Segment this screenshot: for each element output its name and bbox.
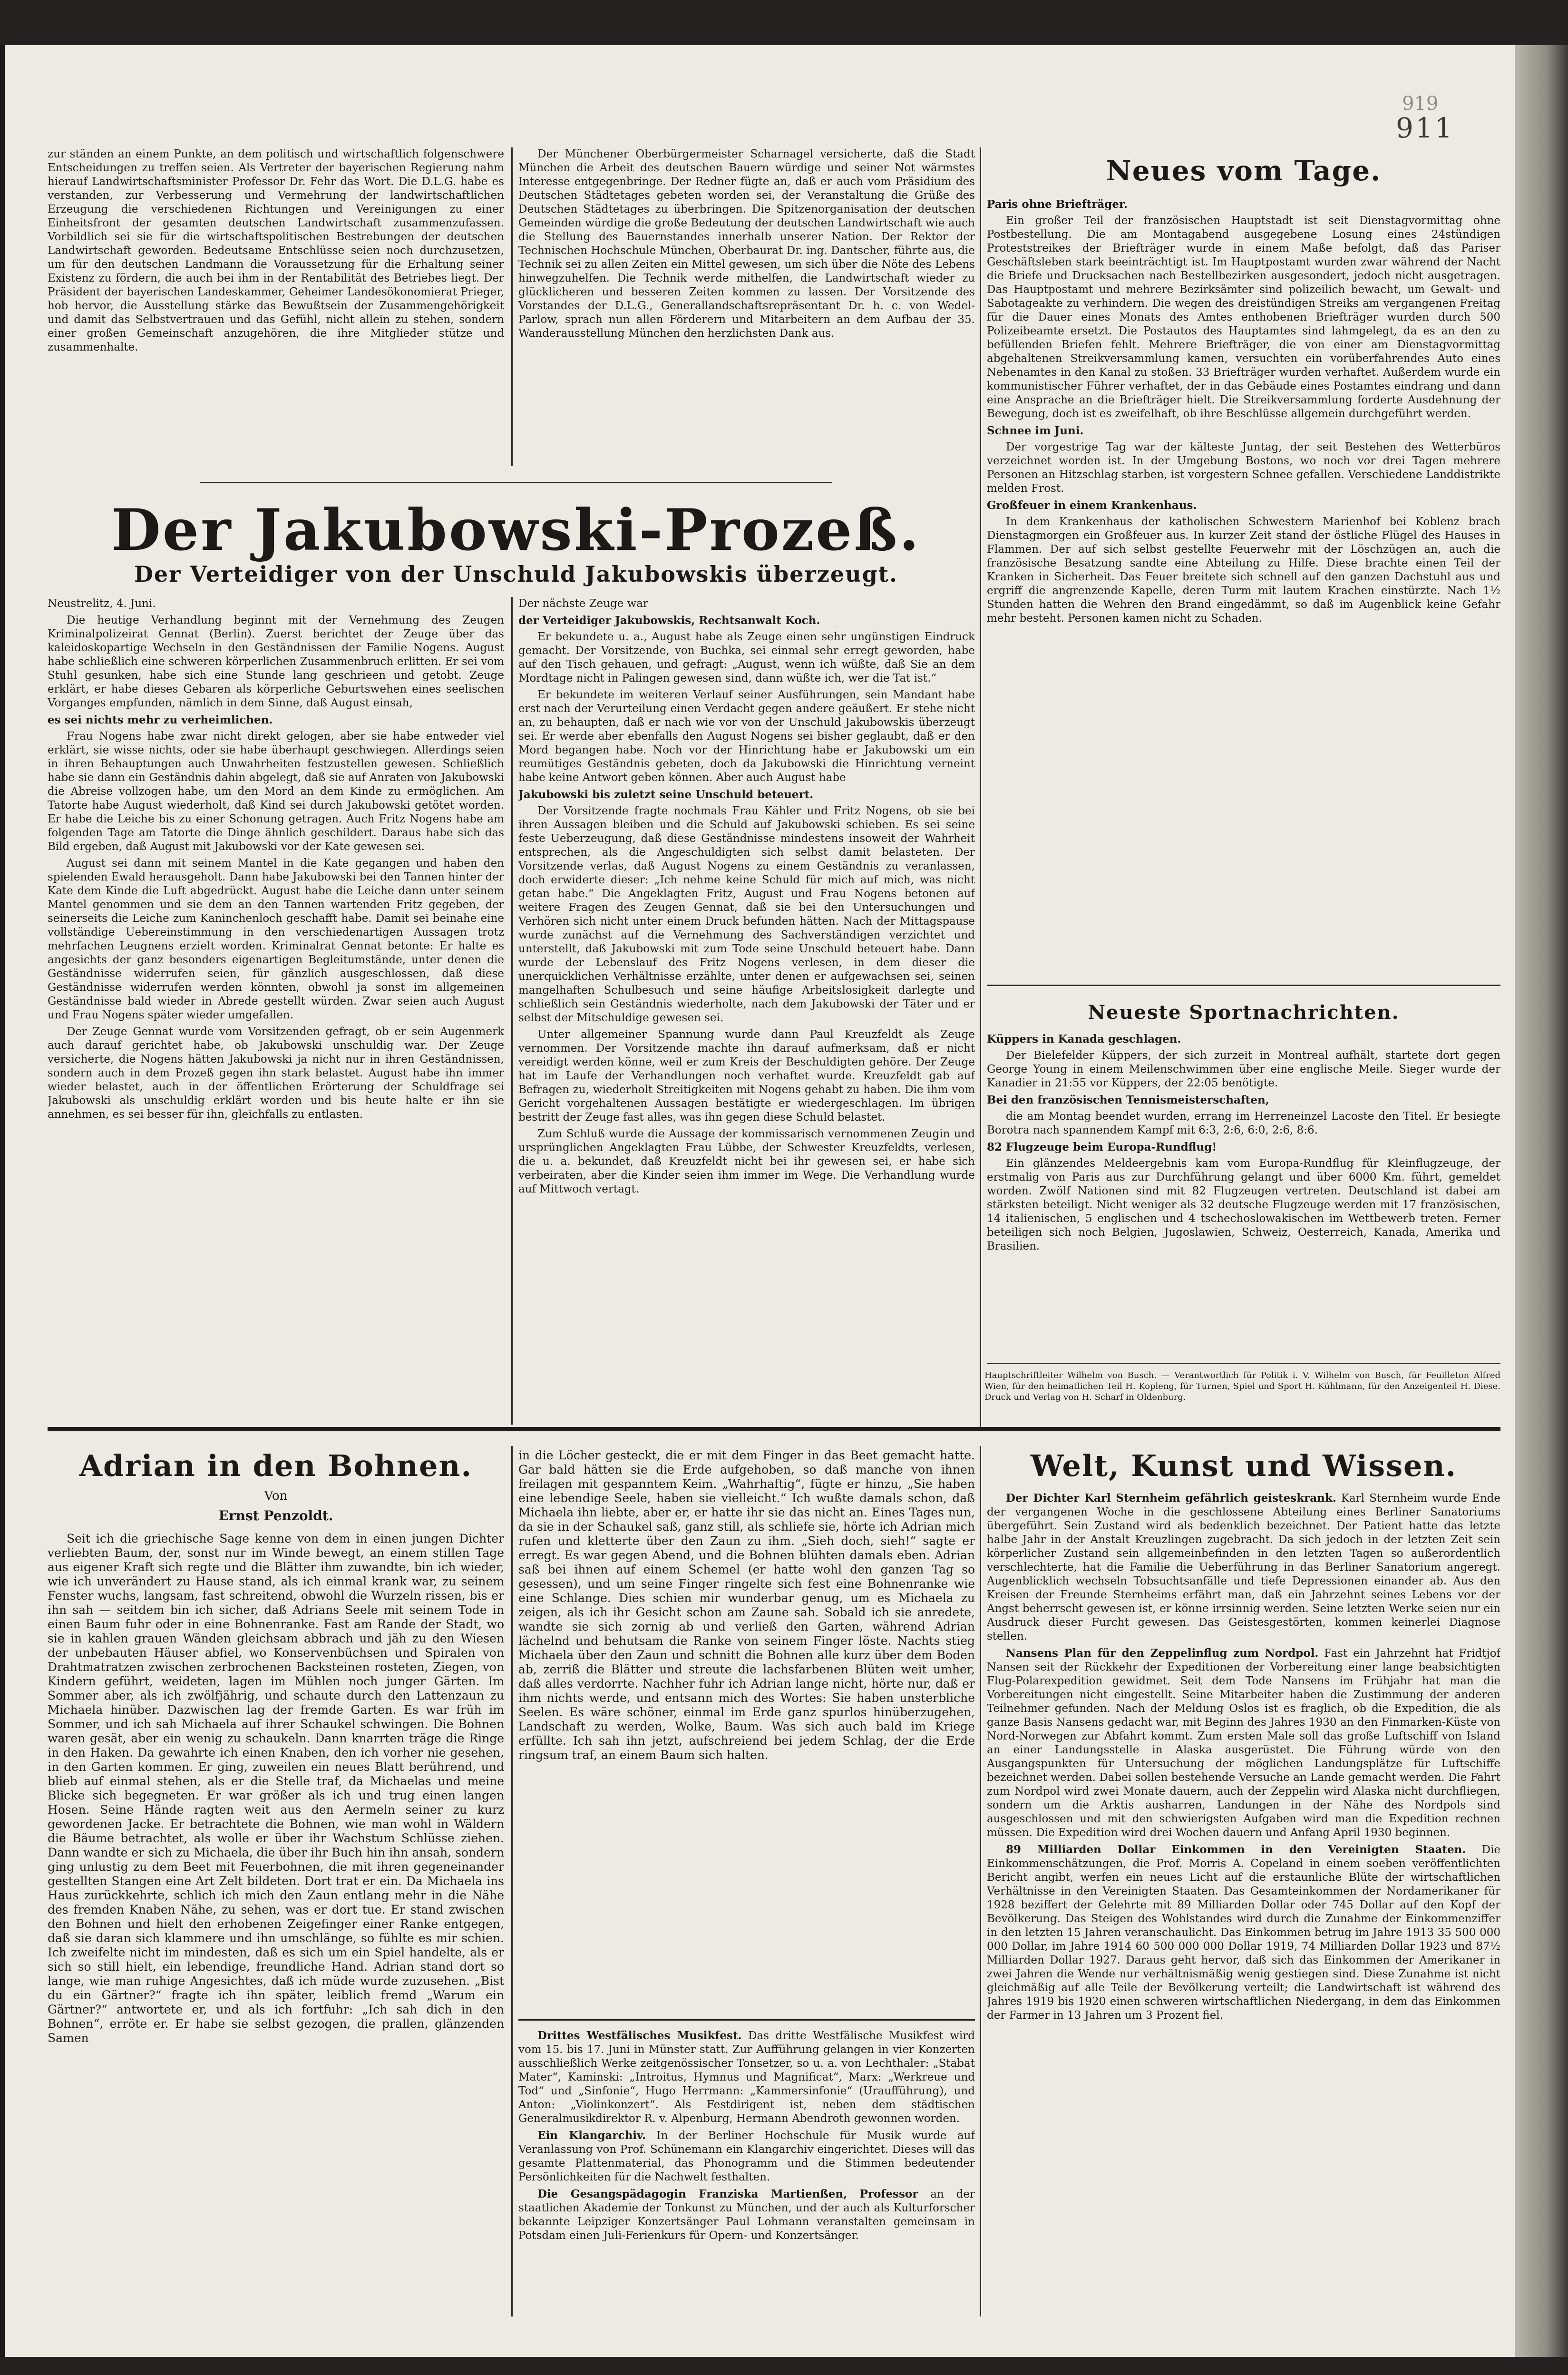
sport-subheading: Bei den französischen Tennismeisterschaften, — [987, 1094, 1269, 1106]
sport-news — [987, 1032, 1500, 1356]
page-left-edge — [0, 45, 5, 2357]
jakubowski-column-2 — [518, 597, 975, 1425]
headline-rule — [200, 482, 832, 483]
news-subheading: Schnee im Juni. — [987, 424, 1084, 437]
main-headline: Der Jakubowski-Prozeß. — [111, 497, 921, 564]
note-text: In der Berliner Hochschule für Musik wurde auf Veranlassung von Prof. Schünemann ein Klangarchiv eingerichtet. Dieses will das gesamte Plattenmaterial, das Phonogramm und die Stimmen bedeutender Persönlichkeiten für die Nachwelt festhalten. — [518, 2130, 975, 2183]
culture-section-title: Welt, Kunst und Wissen. — [1030, 1448, 1457, 1483]
feuilleton-title: Adrian in den Bohnen. — [79, 1448, 473, 1483]
feuilleton-column-1 — [48, 1532, 504, 2316]
sport-paragraph: Ein glänzendes Meldeergebnis kam vom Europa-Rundflug für Kleinflugzeuge, der erstmalig von Paris aus zur Durchführung gelangt und über 6000 Km. führt, gemeldet worden. Zwölf Nationen sind mit 82 Flugzeugen vertreten. Deutschland ist dabei am stärksten beteiligt. Nicht weniger als 32 deutsche Flugzeuge werden mit 17 französischen, 14 italienischen, 5 englischen und 4 tschechoslowakischen im Wettbewerb treten. Ferner beteiligen sich noch Belgien, Jugoslawien, Schweiz, Oesterreich, Kanada, Amerika und Brasilien. — [987, 1157, 1500, 1252]
article-paragraph: August sei dann mit seinem Mantel in die Kate gegangen und haben den spielenden Ewald herausgeholt. Dann habe Jakubowski bei den Tannen hinter der Kate dem Kinde die Luft abgedrückt. August habe die Leiche dann unter seinem Mantel genommen und sie dem an den Tannen wartenden Fritz gegeben, der seinerseits die Leiche zum Kaninchenloch geschafft habe. Damit sei beinahe eine vollständige Uebereinstimmung in den verschiedenartigen Aussagen trotz mehrfachen Leugnens erzielt worden. Kriminalrat Gennat betonte: Er halte es angesichts der ganz besonders eigenartigen Begleitumstände, unter denen die Geständnisse widerrufen seien, für gänzlich ausgeschlossen, daß diese Geständnisse widerrufen werden könnten, obwohl ja sonst im allgemeinen Geständnisse bald wieder in Abrede gestellt würden. Zwar seien auch August und Frau Nogens später wieder umgefallen. — [48, 857, 504, 1021]
culture-item-text: Die Einkommenschätzungen, die Prof. Morris A. Copeland in einem soeben veröffentlichten Bericht angibt, werfen ein neues Licht auf die erstaunliche Blüte der wirtschaftlichen Verhältnisse in den Vereinigten Staaten. Das Gesamteinkommen der Nordamerikaner für 1928 beziffert der Gelehrte mit 89 Milliarden Dollar oder 745 Dollar auf den Kopf der Bevölkerung. Das Steigen des Wohlstandes wird durch die Zunahme der Einkommenziffer in den letzten 15 Jahren veranschaulicht. Das Einkommen betrug im Jahre 1913 35 500 000 000 Dollar, im Jahre 1914 60 500 000 000 Dollar 1919, 74 Milliarden Dollar 1923 und 87½ Milliarden Dollar 1927. Daraus geht hervor, daß sich das Einkommen der Amerikaner in zwei Jahren die Wende nur verhältnismäßig wenig gestiegen sind. Diese Zunahme ist nicht gleichmäßig auf alle Teile der Bevölkerung verteilt; die Landwirtschaft ist während des Jahres 1919 bis 1920 einen schweren wirtschaftlichen Niedergang, in dem das Einkommen der Farmer in 13 Jahren um 3 Prozent fiel. — [987, 1844, 1500, 2022]
note-text: an der staatlichen Akademie der Tonkunst zu München, und der auch als Kulturforscher bekannte Leipziger Konzertsänger Paul Lohmann veranstalten gemeinsam in Potsdam einen Juli-Ferienkurs für Opern- und Konzertsänger. — [518, 2188, 975, 2242]
article-paragraph: Zum Schluß wurde die Aussage der kommissarisch vernommenen Zeugin und ursprünglichen Angeklagten Frau Lübbe, der Schwester Kreuzfeldts, verlesen, die u. a. bekundet, daß Kreuzfeldt nicht bei ihr gewesen sei, er habe sich verbeiraten, aber die Kinder seien ihm immer im Wege. Die Verhandlung wurde auf Mittwoch vertagt. — [518, 1128, 975, 1195]
munich-speeches-text: Der Münchener Oberbürgermeister Scharnagel versicherte, daß die Stadt München die Arbeit des deutschen Bauern würdige und seiner Not wärmstes Interesse entgegenbringe. Der Redner fügte an, daß er auch vom Präsidium des Deutschen Städtetages gebeten worden sei, der Veranstaltung die Grüße des Deutschen Städtetages zu überbringen. Die Spitzenorganisation der deutschen Gemeinden würdige die große Bedeutung der deutschen Landwirtschaft wie auch die Stellung des Bauernstandes innerhalb unserer Nation. Der Rektor der Technischen Hochschule München, Oberbaurat Dr. ing. Dantscher, führte aus, die Technik sei zu allen Zeiten ein Mittel gewesen, um sich über die Nöte des Lebens hinwegzuhelfen. Die Technik werde mithelfen, die Landwirtschaft wieder zu glücklicheren und besseren Zeiten kommen zu lassen. Der Vorsitzende des Vorstandes der D.L.G., Generallandschaftsrepräsentant Dr. h. c. von Wedel-Parlow, sprach nun allen Förderern und Mitarbeitern an dem Aufbau der 35. Wanderausstellung München den herzlichsten Dank aus. — [518, 148, 975, 340]
feuilleton-author: Ernst Penzoldt. — [218, 1508, 333, 1524]
article-paragraph: Die heutige Verhandlung beginnt mit der Vernehmung des Zeugen Kriminalpolizeirat Gennat (Berlin). Zuerst berichtet der Zeuge über das kaleidoskopartige Wechseln in den Geständnissen der Familie Nogens. August habe schließlich eine schweren körperlichen Zusammenbruch erlitten. Er sei vom Stuhl gesunken, habe sich eine Stunde lang geschrieen und getobt. Zeuge erklärt, er habe dieses Gebaren als körperliche Geburtswehen eines seelischen Vorganges empfunden, nämlich in dem Sinne, daß August einsah, — [48, 614, 504, 709]
article-paragraph: Der Zeuge Gennat wurde vom Vorsitzenden gefragt, ob er sein Augenmerk auch darauf gerichtet habe, ob Jakubowski unschuldig war. Der Zeuge versicherte, die Nogens hätten Jakubowski ja nicht nur in ihren Geständnissen, sondern auch in dem Prozeß gegen ihn stark belastet. August habe ihn immer wieder belastet, auch in der öffentlichen Erörterung der Schuldfrage sei Jakubowski als unschuldig erklärt worden und bis heute halte er ihn sie annehmen, es sei besser für ihn, gleichfalls zu entlasten. — [48, 1026, 504, 1121]
culture-notes — [518, 2029, 975, 2314]
scan-top-border — [0, 0, 1568, 45]
note-heading: Drittes Westfälisches Musikfest. — [537, 2029, 742, 2042]
article-subheading: Jakubowski bis zuletzt seine Unschuld beteuert. — [518, 788, 814, 801]
article-paragraph: Er bekundete im weiteren Verlauf seiner Ausführungen, sein Mandant habe erst nach der Verurteilung einen Verdacht gegen andere geäußert. Er stehe nicht an, zu behaupten, daß er nach wie vor von der Unschuld Jakubowskis überzeugt sei. Er werde aber ebenfalls den August Nogens sei bisher geglaubt, daß er den Mord begangen habe. Noch vor der Hinrichtung habe er Jakubowski um ein reumütiges Geständnis gebeten, doch da Jakubowski die Hinrichtung verneint habe keine Antwort geben können. Aber auch August habe — [518, 689, 975, 784]
culture-item-text: Fast ein Jahrzehnt hat Fridtjof Nansen seit der Rückkehr der Expeditionen der Vorbereitung einer lange beabsichtigten Flug-Polarexpedition gewidmet. Seit dem Tode Nansens im Frühjahr hat man die Vorbereitungen nicht eingestellt. Seine Mitarbeiter haben die Zustimmung der anderen Teilnehmer gefunden. Nach der Meldung Oslos ist es fraglich, ob die Expedition, die als ganze Basis Nansens gedacht war, mit Beginn des Jahres 1930 an den Finmarken-Küste von Nord-Norwegen zur Abfahrt kommt. Zum ersten Male soll das große Luftschiff von Island an einer Landungsstelle in Alaska ausgerüstet. Die Führung würde von den Ausgangspunkten für Untersuchung der möglichen Landungsplätze für Luftschiffe bezeichnet werden. Dabei sollen bestehende Versuche an Lande gemacht werden. Die Fahrt zum Nordpol wird zwei Monate dauern, auch der Zeppelin wird Alaska nicht durchfliegen, sondern um die Arktis ausharren, Landungen in der Nähe des Nordpols sind ausgeschlossen und mit den schwierigsten Aufgaben wird man die Expedition rechnen müssen. Die Expedition wird drei Wochen dauern und Anfang April 1930 beginnen. — [987, 1647, 1500, 1839]
section-rule — [987, 985, 1500, 986]
note-heading: Die Gesangspädagogin Franziska Martienßen, Professor — [537, 2188, 918, 2200]
newspaper-page — [0, 45, 1515, 2357]
world-art-knowledge — [987, 1491, 1500, 2316]
faint-page-number: 919 — [1402, 93, 1439, 115]
culture-item-heading: 89 Milliarden Dollar Einkommen in den Vereinigten Staaten. — [1006, 1843, 1466, 1856]
article-paragraph: Der Vorsitzende fragte nochmals Frau Kähler und Fritz Nogens, ob sie bei ihren Aussagen bleiben und die Schuld auf Jakubowski schieben. Es sei seine feste Ueberzeugung, daß diese Geständnisse mindestens insoweit der Wahrheit entsprechen, als die Angeschuldigten sich selbst damit belasteten. Der Vorsitzende verlas, daß August Nogens zu einem Geständnis zu veranlassen, doch erwiderte dieser: „Ich nehme keine Schuld für mich auf mich, was nicht getan habe.“ Die Angeklagten Fritz, August und Frau Nogens betonen auf weitere Fragen des Zeugen Gennat, daß sie bei den Untersuchungen und Verhören sich nicht unter einem Druck befunden hätten. Nach der Mittagspause wurde zunächst auf die Vernehmung des Sachverständigen verzichtet und unterstellt, daß Jakubowski mit zum Tode seine Unschuld beteuert habe. Dann wurde der Lebenslauf des Fritz Nogens verlesen, in dem dieser die unerquicklichen Verhältnisse erzählte, unter denen er aufgewachsen sei, seinen mangelhaften Schulbesuch und seine häufige Arbeitslosigkeit darlegte und schließlich sein Geständnis wiederholte, nach dem Jakubowski der Täter und er selbst der Mitschuldige gewesen sei. — [518, 805, 975, 1024]
news-section-title: Neues vom Tage. — [1106, 155, 1382, 187]
munich-speeches — [518, 147, 975, 461]
imprint: Hauptschriftleiter Wilhelm von Busch. — Verantwortlich für Politik i. V. Wilhelm von Busch, für Feuilleton Alfred Wien, für den heimatlichen Teil H. Kopleng, für Turnen, Spiel und Sport H. Kühlmann, für den Anzeigenteil H. Diese. Druck und Verlag von H. Scharf in Oldenburg. — [984, 1370, 1500, 1402]
culture-item-text: Karl Sternheim wurde Ende der vergangenen Woche in die geschlossene Abteilung eines Berliner Sanatoriums übergeführt. Sein Zustand wird als bedenklich bezeichnet. Der Patient hatte das letzte halbe Jahr in der Anstalt Kreuzlingen zugebracht. Da sich jedoch in der letzten Zeit sein körperlicher Zustand sein allgemeinbefinden in den letzten Tagen so außerordentlich verschlechterte, hat die Familie die Ueberführung in das Berliner Sanatorium angeregt. Augenblicklich wechseln Tobsuchtsanfälle und tiefe Depressionen einander ab. Aus den Kreisen der Freunde Sternheims erfährt man, daß ein Jahrzehnt seines Lebens vor der Angst beherrscht gewesen ist, er könne irrsinnig werden. Seine letzten Werke seien nur ein Ausdruck dieser Furcht gewesen. Das Geistesgestörten, kommen keinerlei Diagnose stellen. — [987, 1492, 1500, 1642]
news-paragraph: In dem Krankenhaus der katholischen Schwestern Marienhof bei Koblenz brach Dienstagmorgen ein Großfeuer aus. In kurzer Zeit stand der östliche Flügel des Hauses in Flammen. Der auf sich selbst gestellte Feuerwehr mit der Löschzügen an, auch die französische Besatzung sandte eine Abteilung zu Hilfe. Diese brachte einen Teil der Kranken in Sicherheit. Das Feuer breitete sich schnell auf den ganzen Dachstuhl aus und ergriff die angrenzende Kapelle, deren Turm mit lautem Krachen einstürzte. Nach 1½ Stunden hatten die Wehren den Brand eingedämmt, so daß im Augenblick keine Gefahr mehr besteht. Personen kamen nicht zu Schaden. — [987, 516, 1500, 625]
article-paragraph: Unter allgemeiner Spannung wurde dann Paul Kreuzfeldt als Zeuge vernommen. Der Vorsitzende machte ihn darauf aufmerksam, daß er nicht vereidigt werden könne, weil er zum Kreis der Beschuldigten gehöre. Der Zeuge hat im Laufe der Verhandlungen noch verhaftet wurde. Kreuzfeldt gab auf Befragen zu, wiederholt Streitigkeiten mit Nogens gehabt zu haben. Die ihm vom Gericht vorgehaltenen Aussagen bestätigte er wiedergeschlagen. Im übrigen bestritt der Zeuge fast alles, was ihn gegen diese Schuld belastet. — [518, 1028, 975, 1124]
section-rule — [987, 1363, 1500, 1364]
scan-bottom-border — [0, 2357, 1568, 2375]
culture-item-heading: Nansens Plan für den Zeppelinflug zum Nordpol. — [1006, 1647, 1319, 1660]
article-paragraph: Er bekundete u. a., August habe als Zeuge einen sehr ungünstigen Eindruck gemacht. Der Vorsitzende, von Buchka, sei einmal sehr erregt geworden, habe auf den Tisch gehauen, und gefragt: „August, wenn ich wüßte, daß Sie an dem Mordtage nicht in Palingen gewesen sind, dann wüßte ich, wer die Tat ist.“ — [518, 631, 975, 684]
news-paragraph: Ein großer Teil der französischen Hauptstadt ist seit Dienstagvormittag ohne Postbestellung. Die am Montagabend ausgegebene Losung eines 24stündigen Proteststreikes der Briefträger wurde in einem Maße befolgt, daß das Pariser Geschäftsleben stark beeinträchtigt ist. Im Hauptpostamt wurden zwar während der Nacht die Briefe und Drucksachen nach Bestellbezirken ausgesondert, jedoch nicht ausgetragen. Das Hauptpostamt und mehrere Bezirksämter sind polizeilich bewacht, um Gewalt- und Sabotageakte zu verhindern. Die wegen des dreistündigen Streiks am vergangenen Freitag für die Dauer eines Monats des Amtes enthobenen Briefträger wurden durch 500 Polizeibeamte ersetzt. Die Postautos des Hauptamtes sind lahmgelegt, da es an den zu befüllenden Briefen fehlt. Mehrere Briefträger, die von einer am Dienstagvormittag abgehaltenen Streikversammlung kamen, versuchten ein vorüberfahrendes Auto eines Nebenamtes in den Kanal zu stoßen. 33 Briefträger wurden verhaftet. Außerdem wurde ein kommunistischer Führer verhaftet, der in das Gebäude eines Postamtes eindrang und dann eine Ansprache an die Briefträger hielt. Die Streikversammlung forderte Ausdehnung der Bewegung, doch ist es zweifelhaft, ob ihre Beschlüsse allgemein durchgeführt werden. — [987, 215, 1500, 420]
column-rule — [511, 147, 513, 466]
article-paragraph: Der nächste Zeuge war — [518, 597, 648, 610]
feuilleton-column-2 — [518, 1448, 975, 2012]
feuilleton-text: Seit ich die griechische Sage kenne von dem in einen jungen Dichter verliebten Baum, der, sonst nur im Winde bewegt, an einem stillen Tage aus eigener Kraft sich regte und die Blätter ihm zuwandte, bin ich wieder, wie ich unverändert zu Hause stand, als ich einmal krank war, zu seinem Fenster wuchs, langsam, fast schreitend, obwohl die Wurzeln rissen, bis er ihn sah — seitdem bin ich sicher, daß Adrians Seele mit seinem Tode in einen Baum fuhr oder in eine Bohnenranke. Fast am Rande der Stadt, wo sie in kahlen grauen Wänden gleichsam abbrach und jäh zu den Wiesen der unbebauten Häuser abfiel, wo Konservenbüchsen und Spiralen von Drahtmatratzen zwischen zerbrochenen Backsteinen rosteten, Ziegen, von Kindern geführt, weideten, lagen im Mühlen noch junger Gärten. Im Sommer aber, als ich zwölfjährig, und schaute durch den Lattenzaun zu Michaela hinüber. Dazwischen lag der fremde Garten. Es war früh im Sommer, und ich sah Michaela auf ihrer Schaukel schwingen. Die Bohnen waren gesät, aber ein wenig zu schaukeln. Dann knarrten träge die Ringe in den Haken. Da gewahrte ich einen Knaben, den ich vorher nie gesehen, in den Garten kommen. Er ging, zuweilen ein neues Blatt berührend, und blieb auf einmal stehen, als er die Stelle traf, da Michaelas und meine Blicke sich begegneten. Er war größer als ich und trug einen langen Hosen. Seine Hände ragten weit aus den Aermeln seiner zu kurz gewordenen Jacke. Er betrachtete die Bohnen, wie man wohl in Wäldern die Bäume betrachtet, als wolle er über ihr Wachstum Schlüsse ziehen. Dann wandte er sich zu Michaela, die über ihr Buch hin ihn ansah, sondern ging unlustig zu dem Beet mit Feuerbohnen, die mit ihren gegeneinander gestellten Stangen eine Art Zelt bildeten. Dort trat er ein. Da Michaela ins Haus zurückkehrte, schlich ich mich den Zaun entlang mehr in die Nähe des fremden Knaben Nähe, zu sehen, was er dort tue. Er stand zwischen den Bohnen und hielt den erhobenen Zeigefinger einer Ranke entgegen, daß sie daran sich klammere und ihn umschlänge, so fühlte es mir schien. Ich zweifelte nicht im mindesten, daß es sich um ein Spiel handelte, als er sich so still hielt, ein lebendige, freundliche Hand. Adrian stand dort so lange, wie man ruhige Angesichtes, daß ich müde wurde zuzusehen. „Bist du ein Gärtner?“ fragte ich ihn später, leiblich fremd „Warum ein Gärtner?“ antwortete er, und als ich fortfuhr: „Ich sah dich in den Bohnen“, erröte er. Er habe sie selbst gezogen, die prallen, glänzenden Samen — [48, 1532, 504, 2045]
news-paragraph: Der vorgestrige Tag war der kälteste Juntag, der seit Bestehen des Wetterbüros verzeichnet worden ist. In der Umgebung Bostons, wo noch vor drei Tagen mehrere Personen an Hitzschlag starben, ist vorgestern Schnee gefallen. Verschiedene Landdistrikte melden Frost. — [987, 441, 1500, 495]
article-subheading: es sei nichts mehr zu verheimlichen. — [48, 713, 273, 726]
section-rule — [518, 2019, 975, 2021]
sport-section-title: Neueste Sportnachrichten. — [1088, 1001, 1400, 1024]
note-text: Das dritte Westfälische Musikfest wird vom 15. bis 17. Juni in Münster statt. Zur Aufführung gelangen in vier Konzerten ausschließlich Werke zeitgenössischer Tonsetzer, so u. a. von Lechthaler: „Stabat Mater“, Kaminski: „Introitus, Hymnus und Magnificat“, Marx: „Werkreue und Tod“ und „Sinfonie“, Hugo Herrmann: „Kammersinfonie“ (Uraufführung), und Anton: „Violinkonzert“. Als Festdirigent ist, neben dem städtischen Generalmusikdirektor R. v. Alpenburg, Hermann Abendroth gewonnen worden. — [518, 2030, 975, 2125]
agriculture-report-text: zur ständen an einem Punkte, an dem politisch und wirtschaftlich folgenschwere Entscheidungen zu treffen seien. Als Vertreter der bayerischen Regierung nahm hierauf Landwirtschaftsminister Professor Dr. Fehr das Wort. Die D.L.G. habe es verstanden, zur Verbesserung und Vermehrung der landwirtschaftlichen Erzeugung die verschiedenen Richtungen und Vereinigungen zu einer Einheitsfront der gesamten deutschen Landwirtschaft zusammenzufassen. Vorbildlich sei sie für die wirtschaftspolitischen Bestrebungen der deutschen Landwirtschaft geworden. Bedeutsame Entschlüsse seien noch durchzusetzen, um für den deutschen Landmann die Voraussetzung für die Erhaltung seiner Existenz zu fördern, die auch bei ihm in der Rentabilität des Betriebes liegt. Der Präsident der bayerischen Landeskammer, Geheimer Landesökonomierat Prieger, hob hervor, die Ausstellung stärke das Bewußtsein der Zusammengehörigkeit und damit das Selbstvertrauen und das Gefühl, nicht allein zu stehen, sondern einer großen Gemeinschaft anzugehören, die ihre Mitglieder stütze und zusammenhalte. — [48, 148, 504, 353]
jakubowski-column-1 — [48, 597, 504, 1425]
article-subheading: der Verteidiger Jakubowskis, Rechtsanwalt Koch. — [518, 614, 820, 627]
news-subheading: Paris ohne Briefträger. — [987, 198, 1128, 211]
byline-von: Von — [264, 1489, 288, 1503]
main-subheadline: Der Verteidiger von der Unschuld Jakubowskis überzeugt. — [134, 561, 898, 587]
sport-subheading: Küppers in Kanada geschlagen. — [987, 1033, 1181, 1046]
article-paragraph: Frau Nogens habe zwar nicht direkt gelogen, aber sie habe entweder viel erklärt, sie wisse nichts, oder sie habe überhaupt geschwiegen. Allerdings seien in ihren Behauptungen auch Unwahrheiten festzustellen gewesen. Schließlich habe sie dann ein Geständnis dahin abgelegt, daß sie auf Anraten von Jakubowski die Abreise vollzogen habe, um den Mord an dem Kinde zu ermöglichen. Am Tatorte habe August wiederholt, daß Kind sei durch Jakubowski getötet worden. Er habe die Leiche bis zu einer Schonung getragen. Auch Fritz Nogens habe am folgenden Tage am Tatorte die Dinge ähnlich geschildert. Daraus habe sich das Bild ergeben, daß August mit Jakubowski vor der Kate gewesen sei. — [48, 730, 504, 853]
agriculture-report-continued — [48, 147, 504, 461]
culture-item-heading: Der Dichter Karl Sternheim gefährlich geisteskrank. — [1006, 1492, 1336, 1505]
sport-paragraph: Der Bielefelder Küppers, der sich zurzeit in Montreal aufhält, startete dort gegen George Young in einem Meilenschwimmen über eine englische Meile. Sieger wurde der Kanadier in 21:55 vor Küppers, der 22:05 benötigte. — [987, 1049, 1500, 1089]
news-subheading: Großfeuer in einem Krankenhaus. — [987, 499, 1197, 512]
column-rule — [980, 1446, 981, 2316]
sport-paragraph: die am Montag beendet wurden, errang im Herreneinzel Lacoste den Titel. Er besiegte Borotra nach spannendem Kampf mit 6:3, 2:6, 6:0, 2:6, 8:6. — [987, 1110, 1500, 1136]
column-rule — [511, 597, 513, 1425]
dateline: Neustrelitz, 4. Juni. — [48, 597, 156, 610]
feuilleton-text: in die Löcher gesteckt, die er mit dem Finger in das Beet gemacht hatte. Gar bald hätten sie die Erde aufgehoben, so daß manche von ihnen freilagen mit gespanntem Keim. „Wahrhaftig“, fügte er hinzu, „Sie haben eine lebendige Seele, haben sie vielleicht.“ Ich wußte damals schon, daß Michaela ihn liebte, aber er, er hatte ihr sie das nicht an. Eines Tages nun, da sie in der Schaukel saß, ganz still, als schliefe sie, hörte ich Adrian mich rufen und kletterte über den Zaun zu ihm. „Sieh doch, sieh!“ sagte er erregt. Es war gegen Abend, und die Bohnen blühten damals eben. Adrian saß bei ihnen auf einem Schemel (er hatte wohl den ganzen Tag so gesessen), und um seine Finger ringelte sich fest eine Bohnenranke wie eine Schlange. Dies schien mir wunderbar genug, um es Michaela zu zeigen, als ich ihr Gesicht schon am Zaune sah. Sobald ich sie anredete, wandte sie sich zornig ab und verließ den Garten, während Adrian lächelnd und behutsam die Ranke von seinem Finger löste. Nachts stieg Michaela über den Zaun und schnitt die Bohnen alle kurz über dem Boden ab, zerriß die Blätter und streute die lachsfarbenen Blüten weit umher, daß alles verdorrte. Nachher fuhr ich Adrian lange nicht, hörte nur, daß er ihm nichts werde, und entsann mich des Wortes: Sie haben unsterbliche Seelen. Es wäre schöner, einmal im Erde ganz spurlos hinüberzugehen, Landschaft zu werden, Wolke, Baum. Was sich auch bald im Kriege erfüllte. Ich sah ihn jetzt, aufschreiend bei jedem Schlag, der die Erde ringsum traf, an einem Baum sich halten. — [518, 1448, 975, 1762]
column-rule — [980, 147, 981, 1427]
scan-right-edge — [1515, 45, 1568, 2357]
note-heading: Ein Klangarchiv. — [537, 2129, 646, 2142]
sport-subheading: 82 Flugzeuge beim Europa-Rundflug! — [987, 1141, 1217, 1153]
feuilleton-divider — [48, 1427, 1500, 1431]
column-rule — [511, 1446, 513, 2316]
page-number: 911 — [1396, 112, 1454, 144]
news-of-the-day — [987, 197, 1500, 977]
